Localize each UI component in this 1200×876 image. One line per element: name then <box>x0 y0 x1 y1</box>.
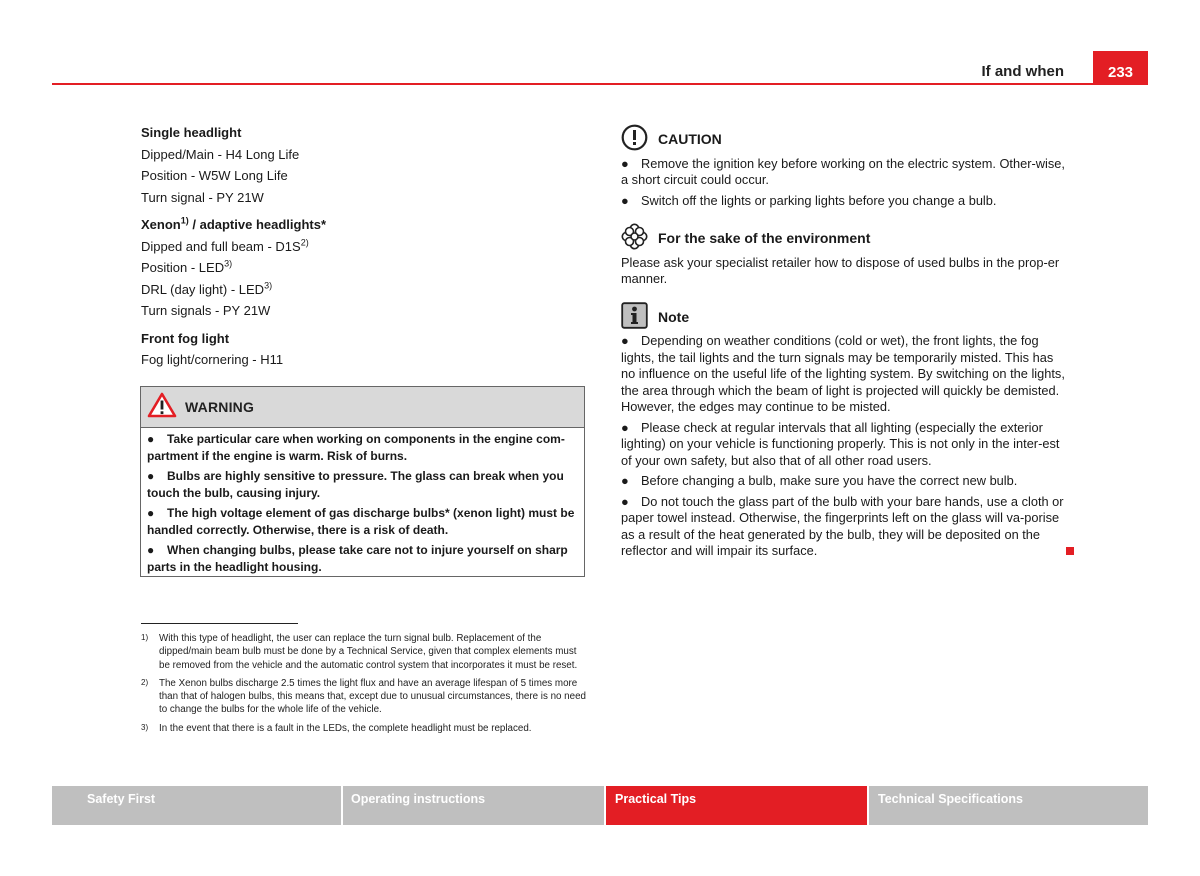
xenon-heading <box>141 214 586 236</box>
footnote-text: The Xenon bulbs discharge 2.5 times the light flux and have an average lifespan of 5 times more than that of halogen bulbs, this means that, except due to unusual circumstances, there is no need to change the bulbs for the whole life of the vehicle. <box>159 677 586 716</box>
single-headlight-heading: Single headlight <box>141 125 242 140</box>
footnote-number: 1) <box>141 633 149 642</box>
note-item: ● Please check at regular intervals that all lighting (especially the exterior lighting) on your vehicle is functioning properly. This is not only in the inter-est of your own safety, but also that of all other road users. <box>621 419 1060 468</box>
warning-item: ● The high voltage element of gas discharge bulbs* (xenon light) must be handled correctly. Otherwise, there is a risk of death. <box>147 506 575 537</box>
xenon-heading-suffix: / adaptive headlights* <box>188 217 327 232</box>
caution-icon <box>621 124 648 155</box>
tab-operating-instructions[interactable]: Operating instructions <box>343 786 604 825</box>
spec-line <box>141 279 586 301</box>
environment-text: Please ask your specialist retailer how to dispose of used bulbs in the prop-er manner. <box>621 254 1060 286</box>
spec-line: Turn signal - PY 21W <box>141 189 264 205</box>
spec-line: Position - W5W Long Life <box>141 168 288 183</box>
section-title: If and when <box>981 63 1064 80</box>
right-column <box>621 124 1066 564</box>
note-text: Please check at regular intervals that all lighting (especially the exterior lighting) on your vehicle is functioning properly. This is not only in the inter-est of your own safety, but also that of all other road users. <box>621 419 1060 468</box>
footnote-number: 3) <box>141 722 149 732</box>
footnote <box>141 677 586 717</box>
spec-line <box>141 257 586 279</box>
caution-item: ● Switch off the lights or parking lights before you change a bulb. <box>621 192 997 208</box>
footnote-text: With this type of headlight, the user can replace the turn signal bulb. Replacement of the dipped/main beam bulb must be done by a Technical Service, given that complex elements must be removed from the vehicle and the automatic control system that incorporates it must be reset. <box>159 633 578 671</box>
note-item: ● Depending on weather conditions (cold or wet), the front lights, the fog lights, the tail lights and the turn signals may be temporarily misted. This has no influence on the useful life of the lighting system. By switching on the lights, the area through which the beam of light is projected will quickly be demisted. However, the edges may continue to be misted. <box>621 333 1065 414</box>
tab-safety-first[interactable]: Safety First <box>52 786 341 825</box>
spec-text: Position - LED <box>141 260 225 275</box>
warning-header <box>141 387 584 428</box>
spec-line <box>141 236 586 258</box>
caution-title: CAUTION <box>658 131 722 147</box>
spec-line <box>141 300 586 322</box>
note-text: Before changing a bulb, make sure you have the correct new bulb. <box>641 473 1018 488</box>
note-text: Do not touch the glass part of the bulb with your bare hands, use a cloth or paper towel instead. Otherwise, the fingerprints left on the glass will va-porise as a result of the heat generated by the bulb, they will be deposited on the reflector and will impair its surface. <box>621 493 1064 558</box>
warning-icon <box>147 392 177 423</box>
footnote-number: 2) <box>141 677 149 687</box>
tab-technical-specifications[interactable]: Technical Specifications <box>869 786 1148 825</box>
flower-icon <box>621 223 648 254</box>
header-rule <box>52 83 1148 85</box>
tab-practical-tips[interactable]: Practical Tips <box>606 786 867 825</box>
fog-light-heading: Front fog light <box>141 330 230 346</box>
footnote <box>141 632 586 672</box>
warning-box <box>140 386 585 577</box>
warning-text: Take particular care when working on components in the engine com-partment if the engine is warm. Risk of burns. <box>147 432 565 463</box>
bulb-specifications <box>141 122 586 371</box>
warning-title: WARNING <box>185 399 255 415</box>
page-number: 233 <box>1093 51 1148 85</box>
warning-item: ● When changing bulbs, please take care not to injure yourself on sharp parts in the headlight housing. <box>147 543 568 574</box>
note-heading <box>621 302 1066 333</box>
caution-text: Remove the ignition key before working on the electric system. Other-wise, a short circuit could occur. <box>621 155 1065 187</box>
caution-text: Switch off the lights or parking lights before you change a bulb. <box>641 192 997 208</box>
footnote-ref: 1) <box>180 215 189 226</box>
warning-item: ● Bulbs are highly sensitive to pressure. The glass can break when you touch the bulb, causing injury. <box>147 469 564 500</box>
caution-item: ● Remove the ignition key before working on the electric system. Other-wise, a short circuit could occur. <box>621 155 1065 187</box>
spec-text: Dipped and full beam - D1S <box>141 238 301 254</box>
warning-text: When changing bulbs, please take care not to injure yourself on sharp parts in the headlight housing. <box>147 543 568 574</box>
spec-line: Dipped/Main - H4 Long Life <box>141 146 300 162</box>
note-item: ● Do not touch the glass part of the bulb with your bare hands, use a cloth or paper towel instead. Otherwise, the fingerprints left on the glass will va-porise as a result of the heat generated by the bulb, they will be deposited on the reflector and will impair its surface. <box>621 494 1066 560</box>
spec-line: Fog light/cornering - H11 <box>141 352 284 367</box>
caution-heading <box>621 124 1066 155</box>
environment-heading <box>621 223 1066 254</box>
footnote-rule <box>141 623 298 624</box>
warning-item: ● Take particular care when working on components in the engine com-partment if the engine is warm. Risk of burns. <box>147 432 565 463</box>
xenon-heading-text: Xenon <box>141 217 181 232</box>
footnote-ref: 3) <box>264 280 273 291</box>
spec-text: Turn signals - PY 21W <box>141 303 271 318</box>
note-title: Note <box>658 308 690 325</box>
warning-list <box>141 428 584 575</box>
footnote-ref: 2) <box>300 237 309 248</box>
section-end-marker <box>1066 547 1074 555</box>
spec-text: DRL (day light) - LED <box>141 281 265 297</box>
footnotes <box>141 632 586 740</box>
footnote <box>141 722 586 735</box>
warning-text: The high voltage element of gas discharge bulbs* (xenon light) must be handled correctly. Otherwise, there is a risk of death. <box>147 506 575 537</box>
environment-title: For the sake of the environment <box>658 230 871 246</box>
info-icon <box>621 302 648 333</box>
note-item: ● Before changing a bulb, make sure you have the correct new bulb. <box>621 473 1018 488</box>
footnote-ref: 3) <box>224 258 233 269</box>
footnote-text: In the event that there is a fault in the LEDs, the complete headlight must be replaced. <box>159 722 532 734</box>
warning-text: Bulbs are highly sensitive to pressure. The glass can break when you touch the bulb, causing injury. <box>147 469 564 500</box>
note-text: Depending on weather conditions (cold or wet), the front lights, the fog lights, the tail lights and the turn signals may be temporarily misted. This has no influence on the useful life of the lighting system. By switching on the lights, the area through which the beam of light is projected will quickly be demisted. However, the edges may continue to be misted. <box>621 333 1065 414</box>
